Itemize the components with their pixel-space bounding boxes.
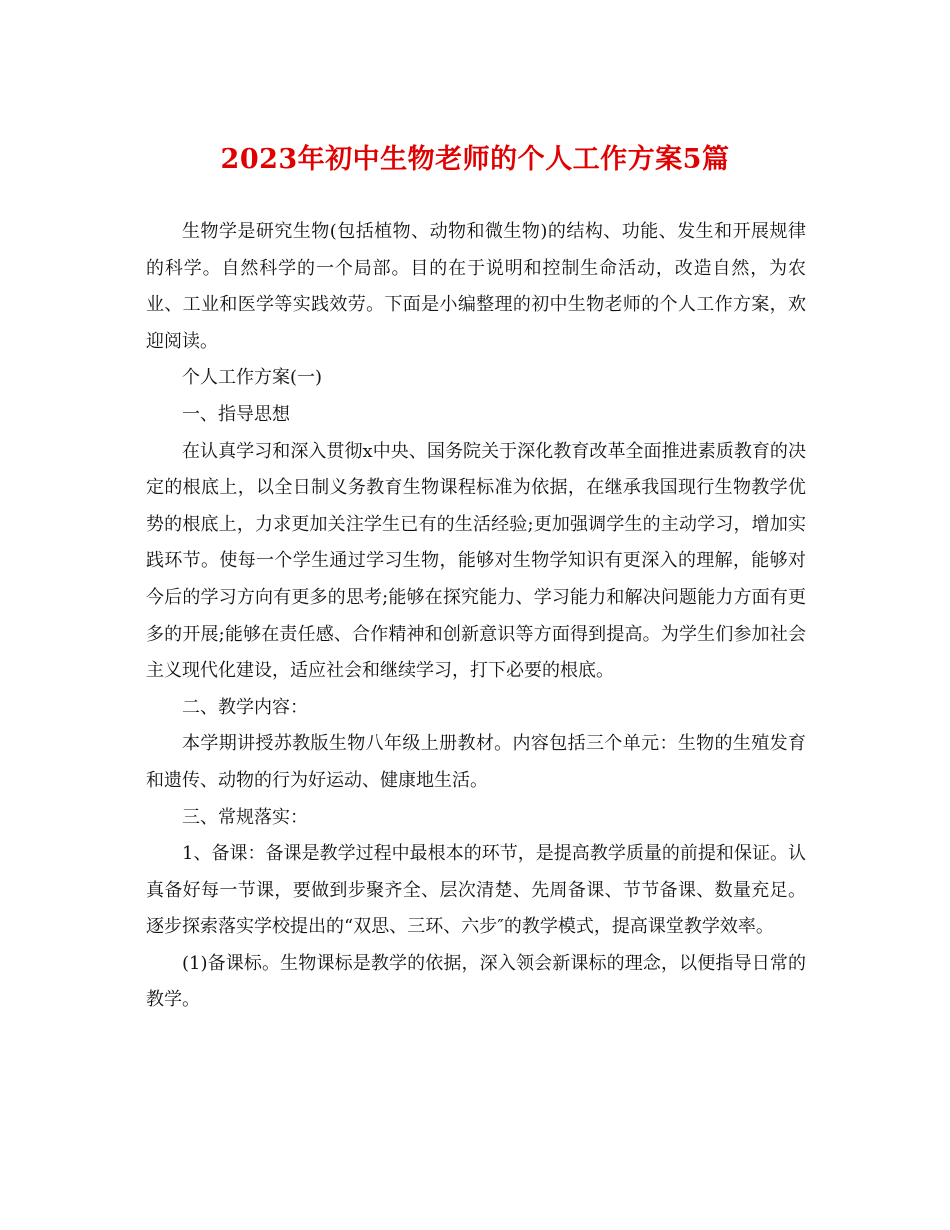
section-heading-teaching-content: 二、教学内容：	[182, 696, 308, 718]
guiding-ideology-paragraph: 在认真学习和深入贯彻x中央、国务院关于深化教育改革全面推进素质教育的决定的根底上，以全日制义务教育生物课程标准为依据，在继承我国现行生物教学优势的根底上，力求更加关注学生已有的生活经验;更加强调学生的主动学习，增加实践环节。使每一个学生通过学习生物，能够对生物学知识有更深入的理解，能够对今后的学习方向有更多的思考;能够在探究能力、学习能力和解决问题能力方面有更多的开展;能够在责任感、合作精神和创新意识等方面得到提高。为学生们参加社会主义现代化建设，适应社会和继续学习，打下必要的根底。	[146, 440, 806, 682]
intro-paragraph: 生物学是研究生物(包括植物、动物和微生物)的结构、功能、发生和开展规律的科学。自然科学的一个局部。目的在于说明和控制生命活动，改造自然，为农业、工业和医学等实践效劳。下面是小编整理的初中生物老师的个人工作方案，欢迎阅读。	[146, 221, 806, 352]
teaching-content-paragraph: 本学期讲授苏教版生物八年级上册教材。内容包括三个单元：生物的生殖发育和遗传、动物的行为好运动、健康地生活。	[146, 733, 806, 791]
section-heading-routine: 三、常规落实：	[182, 806, 308, 828]
document-body	[146, 214, 806, 1019]
plan-heading: 个人工作方案(一)	[182, 367, 323, 389]
document-title: 2023年初中生物老师的个人工作方案5篇	[220, 144, 730, 175]
curriculum-standard-paragraph: (1)备课标。生物课标是教学的依据，深入领会新课标的理念，以便指导日常的教学。	[146, 952, 806, 1011]
section-heading-guiding-ideology: 一、指导思想	[182, 403, 290, 425]
lesson-preparation-paragraph: 1、备课：备课是教学过程中最根本的环节，是提高教学质量的前提和保证。认真备好每一节课，要做到步聚齐全、层次清楚、先周备课、节节备课、数量充足。逐步探索落实学校提出的“双思、三环、六步″的教学模式，提高课堂教学效率。	[146, 843, 806, 938]
